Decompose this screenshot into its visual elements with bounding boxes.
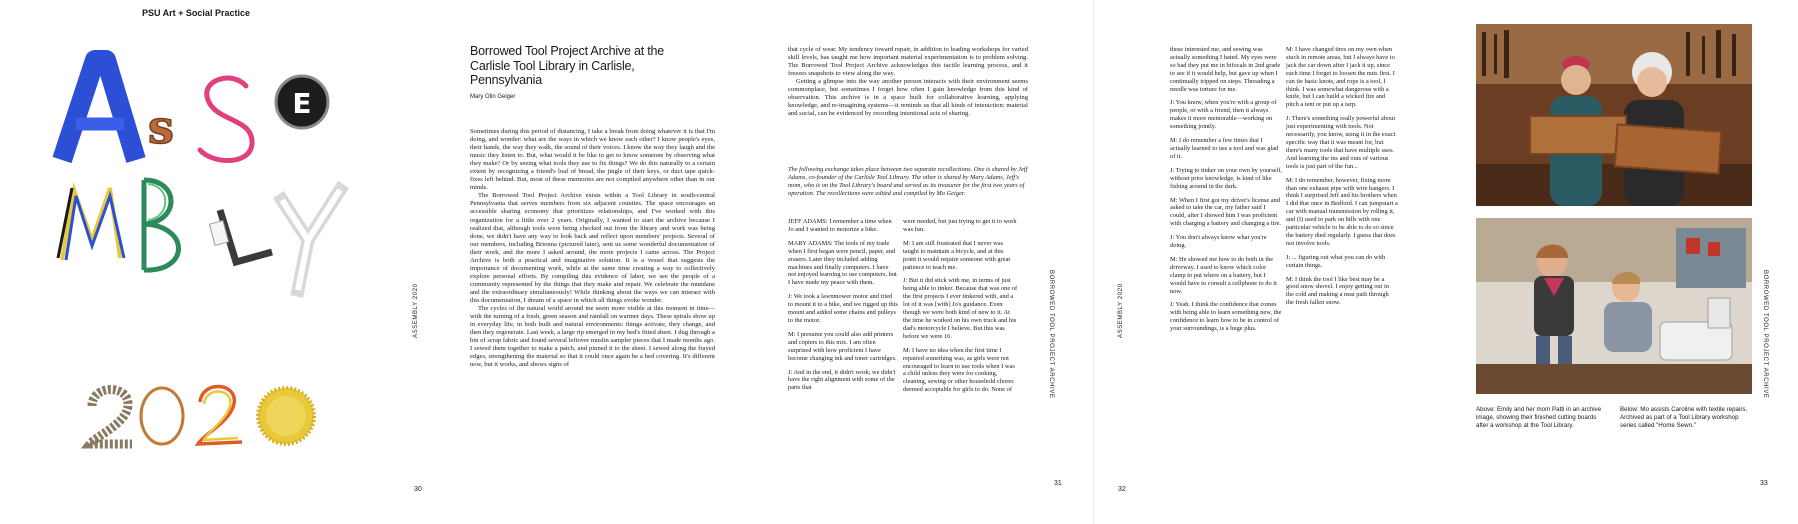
article-body-col2 [788,46,1028,118]
letter-B-green-thread [144,180,179,270]
assembly-collage [40,40,420,470]
interview-col-d [1286,46,1398,313]
photo-mo-and-caroline-sewing [1476,218,1752,394]
publication-header: PSU Art + Social Practice [142,8,250,18]
spine-label-p30: ASSEMBLY 2020 [413,283,419,338]
interview-col-a [788,218,898,398]
interview-line: J: Trying to tinker on your own by yourself, without prior knowledge, is kind of like fishing around in the dark. [1170,166,1283,190]
interview-line: J: Yeah. I think the confidence that comes with being able to learn something new, the confidence to learn how to be in control of your surroundings, is a huge plus. [1170,301,1282,333]
paragraph: Sometimes during this period of distancing, I take a break from doing whatever it is that I'm doing, and wonder: what are the ways in which we know each other? I know people's eyes, their hands, the way they walk, the sound of their voices. I know the way they laugh and the music they listen to. But, what would it be like to get to know someone by observing what they make? Or by seeing what tools they use to fix things? We do this naturally to a certain extent by recognizing a friend's loaf of bread, the jingle of their keys, or duct tape quick-fixes left behind. But, most of these memories are not compiled anywhere other than in our minds. [470,128,715,192]
interview-line: M: I do remember, however, fixing more than one exhaust pipe with wire hangers. I think I surprised Jeff and his brothers when I did that once in Bedford. I can jumpstart a car with manual transmission by rolling it, and (I) used to park on hills with one particular vehicle to be able to do so since the battery died regularly. I guess that does not involve tools. [1286,176,1398,247]
letter-L-metal-tool [209,210,272,262]
page-number-31: 31 [1054,480,1062,487]
interview-line: J: We took a lawnmower motor and tried to mount it to a bike, and we rigged up this mount and added some chains and pulleys to the motor. [788,293,898,324]
interview-line: J: But it did stick with me, in terms of just being able to tinker. Because that was one of the first projects I ever tinkered with, and a lot of it was [with] Jo's guidance. Even though we were both kind of new to it. At the time he worked on his own truck and his dad's motorcycle I believe. But this was before we were 16. [903,277,1018,340]
interview-col-b [903,218,1018,400]
article-author: Mary Olin Geiger [470,94,516,100]
interview-line: M: When I first got my driver's license and asked to take the car, my father said I could, after I showed him I was proficient with charging a battery and changing a tire. [1170,196,1281,228]
page-number-32: 32 [1118,486,1126,493]
interview-line: MARY ADAMS: The tools of my trade when I first began were pencil, paper, and erasers. Later they included adding machines and finally computers. I have not enjoyed learning to use computers, but I have made my peace with them. [788,239,897,287]
interview-line: J: You know, when you're with a group of people, or with a friend, then it always makes it more memorable—working on something jointly. [1170,99,1277,131]
caption-below: Below: Mo assists Caroline with textile repairs. Archived as part of a Tool Library workshop series called "Home Sewn." [1620,406,1748,429]
letter-S-pink-yarn [200,78,252,160]
interview-line: JEFF ADAMS: I remember a time when Jo and I wanted to motorize a bike. [788,218,892,233]
paragraph: The Borrowed Tool Project Archive exists within a Tool Library in south-central Pennsylvania that serves members from six adjacent counties. The space encourages an accessible sharing economy that prioritizes relationships, and I've worked with this organization for a little over 2 years. Originally, I wanted to start the archive because I realized that, although tools were being checked out from the library and work was being done, we didn't have any way to look back and reflect upon members' projects. Several of our members, including Brionna (pictured later), sent us some wonderful documentation of their work, and the more I asked around, the more projects I came across. The Project Archive is both a practical and imaginative solution. It is a vessel that suggests the importance of documenting work, while at the same time creating a way to collectively explore personal efforts. By compiling this evidence of labor, we see the people of a community represented by the things that they make and repair. We celebrate the mundane and the extraordinary simultaneously! While thinking about the ways we can interact with this documentation, I dream of a space in which all things evoke wonder. [470,192,715,304]
interview-line: J: There's something really powerful about just experimenting with tools. Not necessarily, you know, using it in the exact specific way that it was meant for, but there's many tools that have multiple uses. And learning the ins and outs of various tools is just part of the fun... [1286,115,1396,170]
interview-line: M: I presume you could also add printers and copiers to this mix. I am often surprised with how proficient I have become changing ink and toner cartridges. [788,330,897,362]
letter-Y-tape [282,190,340,290]
paragraph: Getting a glimpse into the way another person interacts with their environment seems commonplace, but sometimes I forget how often I gain knowledge from this kind of observation. This archive is in a space built for collaborative learning, applying knowledge, and re-imagining systems—it reminds us that all kinds of interaction: material and social, can be evidenced by recording intentional acts of sharing. [788,78,1028,118]
photo-emily-and-patti [1476,24,1752,206]
interview-line: M: He showed me how to do both in the driveway. I used to know which color clamp to put where on a battery, but I would have to consult a cellphone to do it now. [1170,255,1277,295]
digit-2-colored-wire [198,386,242,444]
interview-line: J: ... figuring out what you can do with certain things. [1286,253,1386,269]
interview-line: M: I am still frustrated that I never was taught to maintain a bicycle, and at this point it would require someone with great patience to teach me. [903,239,1011,271]
page-number-30: 30 [414,486,422,493]
svg-text:E: E [292,87,312,120]
interview-line: J: And in the end, it didn't work; we didn't have the right alignment with some of the parts that [788,368,896,392]
digit-2-screws [90,390,132,445]
digit-0-gold-seal [258,388,314,444]
interview-line: M: I think the tool I like best may be a good snow shovel. I enjoy getting out in the cold and making a neat path through the fresh fallen snow. [1286,275,1389,307]
caption-above: Above: Emily and her mom Patti in an archive image, showing their finished cutting boards after a workshop at the Tool Library. [1476,406,1602,429]
article-title: Borrowed Tool Project Archive at the Carlisle Tool Library in Carlisle, Pennsylvania [470,44,665,87]
spine-label-p33: BORROWED TOOL PROJECT ARCHIVE [1762,270,1768,399]
page-number-33: 33 [1760,480,1768,487]
interview-line: these interested me, and sewing was actually something I hated. My eyes were so bad they put me in bifocals in 2nd grade to see if it would help, but gave up when I continually tripped on steps. Threading a needle was torture for me. [1170,46,1281,93]
svg-text:s: s [148,100,174,154]
letter-M-multicolor-wire [58,188,124,260]
interview-line: J: You don't always know what you're doing. [1170,234,1267,250]
article-body-col1 [470,128,715,369]
spine-label-p31: BORROWED TOOL PROJECT ARCHIVE [1048,270,1054,399]
center-gutter [1093,0,1094,524]
letter-A-blue-paint [62,60,136,160]
letter-s-copper [148,100,174,154]
interview-line: M: I do remember a few times that I actually learned to use a tool and was glad of it. [1170,137,1279,160]
interview-col-c [1170,46,1282,339]
digit-0-copper-ring [141,388,183,444]
paragraph: The cycles of the natural world around me seem more visible at this moment in time—with the turning of a fresh, green season and rainfall on warmer days. These spirals show up in everyday life, in both built and natural environments: things activate, they change, and then they regenerate. Last week, a large rip emerged in my bed's fitted sheet. I dug through a bin of scrap fabric and found several leftover muslin sampler pieces that I made months ago. I sewed them together to make a patch, and pinned it to the sheet. I sewed along the frayed edges, strengthening the material so that it could once again be a bed covering. It's different now, but it works, and shows signs of [470,305,715,369]
paragraph: that cycle of wear. My tendency toward repair, in addition to leading workshops for varied skill levels, has taught me how important material experimentation is to problem solving. The Borrowed Tool Project Archive acknowledges this tactile learning process, and it freezes snapshots to view along the way. [788,46,1028,78]
interview-intro: The following exchange takes place between two separate recollections. One is shared by Jeff Adams, co-founder of the Carlisle Tool Library. The other is shared by Mary Adams, Jeff's mom, who is on the Tool Library's board and served as its treasurer for the first two years of operation. The recollections were edited and compiled by Mo Geiger. [788,166,1028,197]
interview-line: M: I have changed tires on my own when stuck in remote areas, but I always have to jack the car down after I jack it up, since each time I forget to loosen the nuts first. I can tie basic knots, and rope is a tool, I think. I was somewhat dangerous with a knife, but I can build a wicked fire and pitch a tent or put up a tarp. [1286,46,1395,109]
interview-line: M: I have no idea when the first time I repaired something was, as girls were not encouraged to learn to use tools when I was a child unless they were for cooking, cleaning, sewing or other household chores deemed acceptable for girls to do. None of [903,346,1015,394]
interview-line: were needed, but just trying to get it to work was fun. [903,218,1017,233]
letter-E-typewriter-key [276,76,328,128]
spine-label-p32: ASSEMBLY 2020 [1118,283,1124,338]
